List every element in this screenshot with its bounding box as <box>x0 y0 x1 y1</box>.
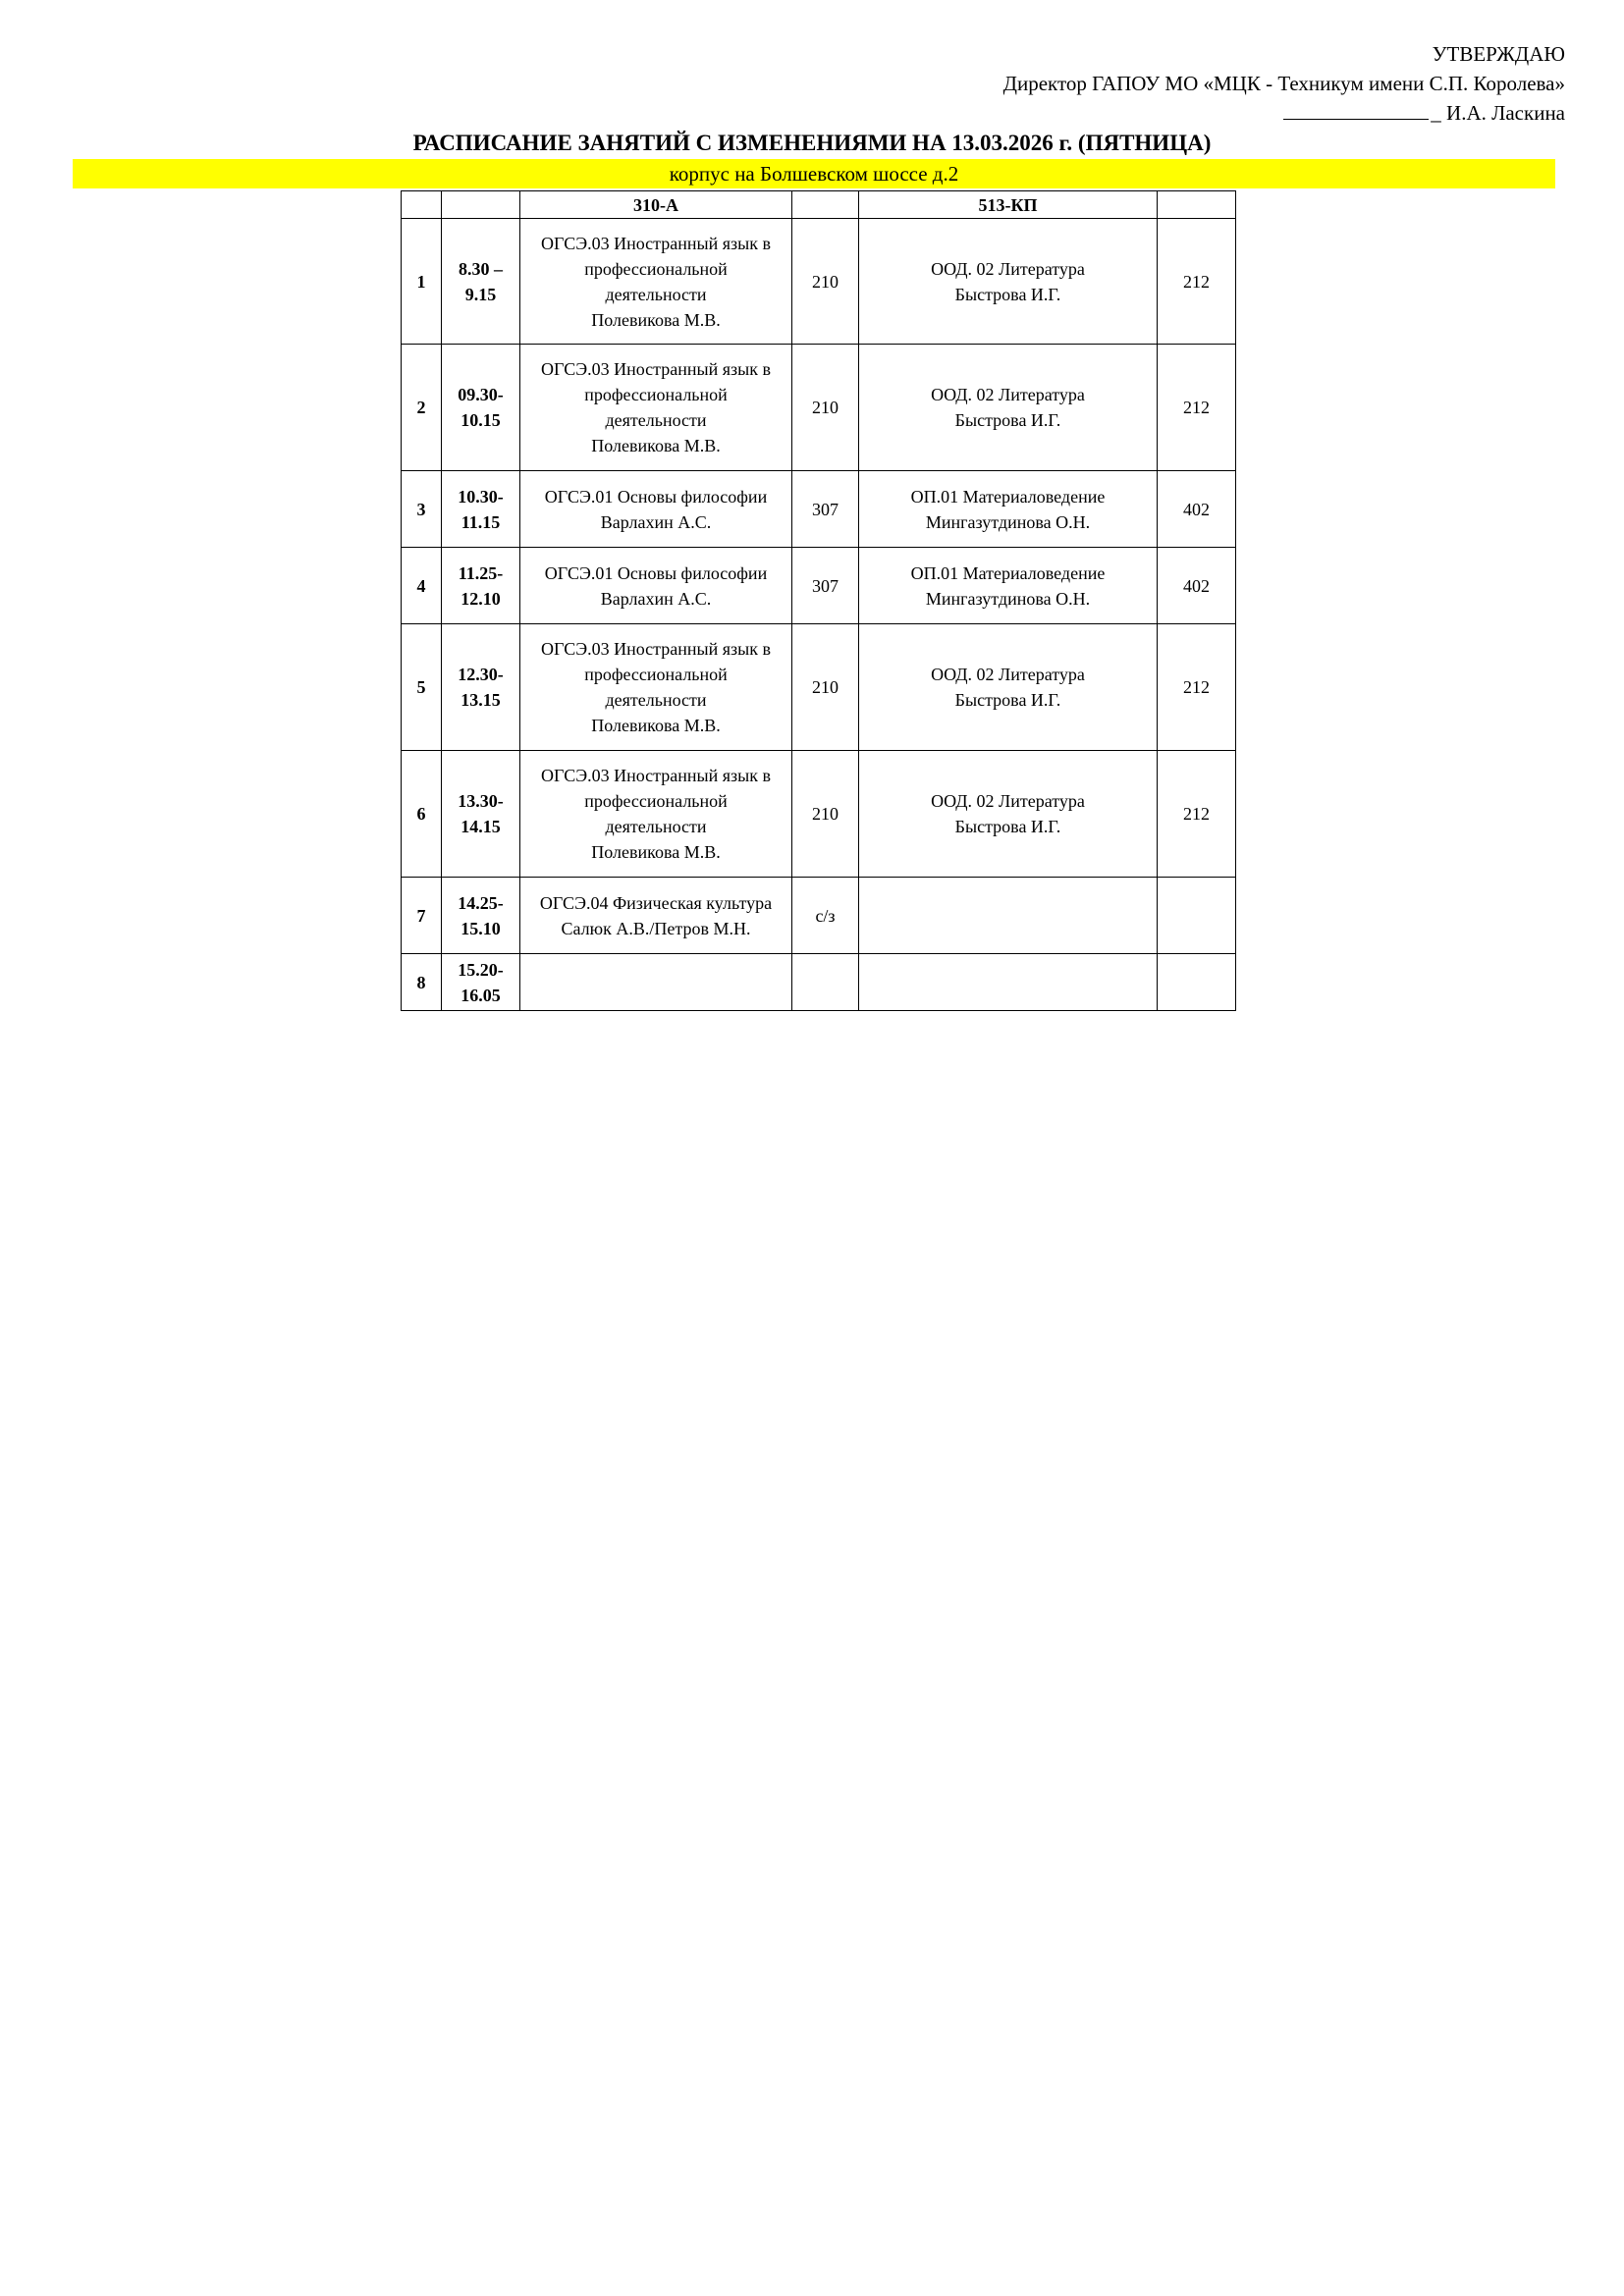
group1-room <box>792 878 859 954</box>
teacher-text: Мингазутдинова О.Н. <box>925 511 1091 532</box>
lesson-number-text: 6 <box>416 804 426 824</box>
subject-text: ОГСЭ.04 Физическая культура <box>539 892 773 913</box>
group1-room <box>792 954 859 1011</box>
group2-lesson <box>859 471 1158 548</box>
group2-room-text: 212 <box>1183 804 1210 824</box>
lesson-time <box>442 345 520 471</box>
group1-room <box>792 345 859 471</box>
group1-lesson <box>520 219 792 345</box>
group2-lesson <box>859 548 1158 624</box>
signature-name: _ И.А. Ласкина <box>1431 101 1565 125</box>
subject-text: ОГСЭ.03 Иностранный язык в профессиональной деятельности <box>541 766 771 836</box>
lesson-time <box>442 219 520 345</box>
group1-room-text: 307 <box>812 575 839 596</box>
schedule-row <box>402 954 1236 1011</box>
building-banner: корпус на Болшевском шоссе д.2 <box>73 159 1555 188</box>
lesson-number-text: 2 <box>416 398 426 417</box>
group1-room-text: 210 <box>812 804 839 824</box>
signature-blank <box>1283 99 1429 120</box>
lesson-time <box>442 954 520 1011</box>
group1-room-text: 210 <box>812 271 839 292</box>
group2-room <box>1158 954 1236 1011</box>
group2-lesson <box>859 219 1158 345</box>
schedule-row <box>402 624 1236 751</box>
lesson-number <box>402 751 442 878</box>
lesson-number <box>402 548 442 624</box>
teacher-text: Полевикова М.В. <box>591 716 721 735</box>
lesson-time <box>442 751 520 878</box>
group2-room <box>1158 878 1236 954</box>
group1-room <box>792 548 859 624</box>
lesson-time <box>442 471 520 548</box>
group2-room-text: 402 <box>1183 575 1210 596</box>
lesson-time-text: 14.25-15.10 <box>458 892 504 938</box>
subject-text: ОГСЭ.03 Иностранный язык в профессиональной деятельности <box>541 639 771 710</box>
group2-room-text: 212 <box>1183 677 1210 697</box>
group2-lesson <box>859 751 1158 878</box>
header-time <box>442 191 520 219</box>
teacher-text: Быстрова И.Г. <box>954 410 1061 430</box>
lesson-number-text: 8 <box>416 972 426 992</box>
lesson-time <box>442 878 520 954</box>
teacher-text: Полевикова М.В. <box>591 309 721 330</box>
teacher-text: Варлахин А.С. <box>600 511 712 532</box>
group2-lesson <box>859 624 1158 751</box>
group2-lesson <box>859 954 1158 1011</box>
schedule-table <box>401 190 1236 1011</box>
group1-room <box>792 471 859 548</box>
lesson-number-text: 4 <box>416 575 426 596</box>
header-room-513kp <box>1158 191 1236 219</box>
signature-line <box>1003 98 1565 128</box>
teacher-text: Полевикова М.В. <box>591 842 721 862</box>
lesson-number-text: 1 <box>416 271 426 292</box>
lesson-time-text: 11.25-12.10 <box>458 562 504 609</box>
lesson-time-text: 8.30 – 9.15 <box>459 258 503 304</box>
lesson-number <box>402 219 442 345</box>
lesson-number-text: 3 <box>416 499 426 519</box>
subject-text: ООД. 02 Литература <box>931 258 1085 279</box>
lesson-number-text: 5 <box>416 677 426 697</box>
teacher-text: Варлахин А.С. <box>600 588 712 609</box>
header-room-310a <box>792 191 859 219</box>
group1-room <box>792 624 859 751</box>
lesson-time <box>442 548 520 624</box>
group1-room-text: 210 <box>812 677 839 697</box>
schedule-row <box>402 219 1236 345</box>
group1-lesson <box>520 548 792 624</box>
group2-lesson <box>859 878 1158 954</box>
approve-label: УТВЕРЖДАЮ <box>1432 42 1565 66</box>
group1-room <box>792 219 859 345</box>
group1-lesson <box>520 954 792 1011</box>
teacher-text: Мингазутдинова О.Н. <box>925 588 1091 609</box>
schedule-row <box>402 548 1236 624</box>
group2-room-text: 402 <box>1183 499 1210 519</box>
subject-text: ОГСЭ.03 Иностранный язык в профессиональной деятельности <box>541 233 771 304</box>
approval-block <box>1003 39 1565 128</box>
lesson-time <box>442 624 520 751</box>
lesson-number <box>402 878 442 954</box>
lesson-number <box>402 624 442 751</box>
group2-room <box>1158 219 1236 345</box>
subject-text: ООД. 02 Литература <box>931 665 1085 684</box>
group2-lesson <box>859 345 1158 471</box>
subject-text: ОП.01 Материаловедение <box>910 562 1106 583</box>
group2-room <box>1158 751 1236 878</box>
schedule-row <box>402 751 1236 878</box>
lesson-number <box>402 345 442 471</box>
header-group-310a: 310-А <box>520 191 792 219</box>
subject-text: ОГСЭ.01 Основы философии <box>544 562 768 583</box>
teacher-text: Полевикова М.В. <box>591 436 721 455</box>
group1-room <box>792 751 859 878</box>
group1-room-text: 307 <box>812 499 839 519</box>
group2-room <box>1158 624 1236 751</box>
group2-room <box>1158 548 1236 624</box>
group1-lesson <box>520 624 792 751</box>
subject-text: ОГСЭ.03 Иностранный язык в профессиональной деятельности <box>541 359 771 430</box>
group1-lesson <box>520 751 792 878</box>
teacher-text: Быстрова И.Г. <box>954 284 1061 304</box>
group1-lesson <box>520 878 792 954</box>
lesson-time-text: 10.30-11.15 <box>458 486 504 532</box>
group1-lesson <box>520 345 792 471</box>
group2-room-text: 212 <box>1183 398 1210 417</box>
group1-lesson <box>520 471 792 548</box>
lesson-time-text: 09.30-10.15 <box>458 385 504 430</box>
lesson-time-text: 15.20-16.05 <box>458 959 504 1005</box>
group1-room-text: с/з <box>815 905 836 926</box>
teacher-text: Быстрова И.Г. <box>954 690 1061 710</box>
lesson-number <box>402 954 442 1011</box>
teacher-text: Быстрова И.Г. <box>954 817 1061 836</box>
schedule-row <box>402 878 1236 954</box>
header-num <box>402 191 442 219</box>
group2-room <box>1158 345 1236 471</box>
schedule-row <box>402 345 1236 471</box>
lesson-time-text: 13.30-14.15 <box>458 791 504 836</box>
subject-text: ОП.01 Материаловедение <box>910 486 1106 507</box>
schedule-title: РАСПИСАНИЕ ЗАНЯТИЙ С ИЗМЕНЕНИЯМИ НА 13.03.2026 г. (ПЯТНИЦА) <box>412 131 1212 155</box>
director-line: Директор ГАПОУ МО «МЦК - Техникум имени С.П. Королева» <box>1002 72 1565 95</box>
group2-room-text: 212 <box>1183 271 1210 292</box>
lesson-time-text: 12.30-13.15 <box>458 665 504 710</box>
header-row <box>402 191 1236 219</box>
subject-text: ООД. 02 Литература <box>931 385 1085 404</box>
group2-room <box>1158 471 1236 548</box>
lesson-number <box>402 471 442 548</box>
lesson-number-text: 7 <box>416 905 426 926</box>
subject-text: ОГСЭ.01 Основы философии <box>544 486 768 507</box>
schedule-row <box>402 471 1236 548</box>
subject-text: ООД. 02 Литература <box>931 791 1085 811</box>
group1-room-text: 210 <box>812 398 839 417</box>
teacher-text: Салюк А.В./Петров М.Н. <box>561 918 751 938</box>
header-group-513kp: 513-КП <box>859 191 1158 219</box>
